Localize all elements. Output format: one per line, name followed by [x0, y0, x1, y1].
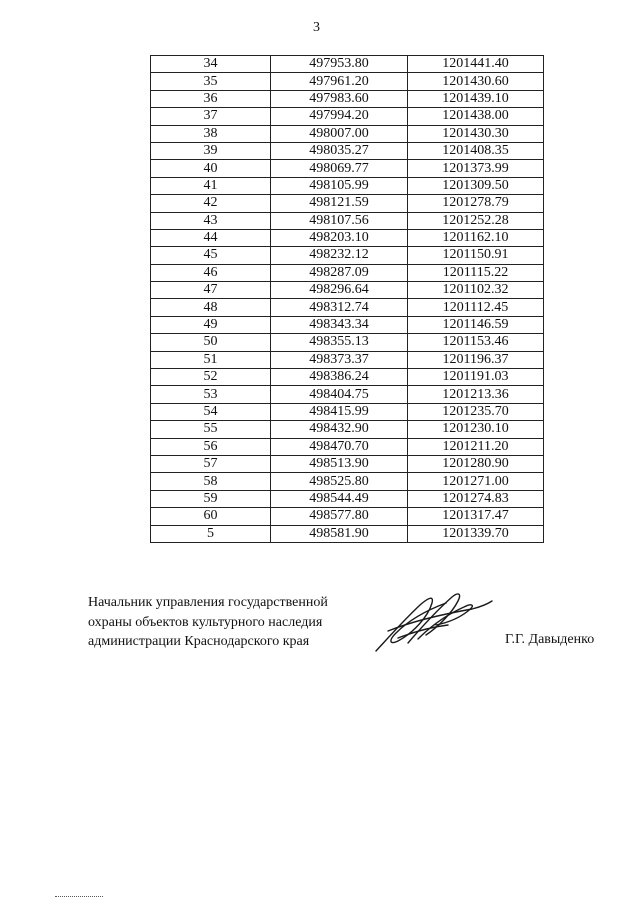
y-coordinate-cell: 1201373.99	[408, 160, 544, 177]
point-number-cell: 49	[151, 316, 271, 333]
table-row	[151, 125, 544, 142]
table-row	[151, 299, 544, 316]
x-coordinate-cell: 497983.60	[271, 90, 408, 107]
y-coordinate-cell: 1201430.30	[408, 125, 544, 142]
point-number-cell: 60	[151, 508, 271, 525]
point-number-cell: 57	[151, 455, 271, 472]
footer-dotted-line	[55, 896, 103, 898]
table-row	[151, 455, 544, 472]
y-coordinate-cell: 1201309.50	[408, 177, 544, 194]
x-coordinate-cell: 498470.70	[271, 438, 408, 455]
x-coordinate-cell: 498404.75	[271, 386, 408, 403]
point-number-cell: 53	[151, 386, 271, 403]
x-coordinate-cell: 497994.20	[271, 108, 408, 125]
point-number-cell: 46	[151, 264, 271, 281]
x-coordinate-cell: 498287.09	[271, 264, 408, 281]
point-number-cell: 39	[151, 142, 271, 159]
y-coordinate-cell: 1201317.47	[408, 508, 544, 525]
y-coordinate-cell: 1201230.10	[408, 421, 544, 438]
point-number-cell: 59	[151, 490, 271, 507]
x-coordinate-cell: 498035.27	[271, 142, 408, 159]
table-row	[151, 403, 544, 420]
x-coordinate-cell: 498296.64	[271, 282, 408, 299]
x-coordinate-cell: 498544.49	[271, 490, 408, 507]
x-coordinate-cell: 497953.80	[271, 56, 408, 73]
table-row	[151, 386, 544, 403]
x-coordinate-cell: 498203.10	[271, 229, 408, 246]
table-row	[151, 90, 544, 107]
point-number-cell: 56	[151, 438, 271, 455]
table-row	[151, 73, 544, 90]
x-coordinate-cell: 498432.90	[271, 421, 408, 438]
table-row	[151, 229, 544, 246]
y-coordinate-cell: 1201408.35	[408, 142, 544, 159]
table-row	[151, 282, 544, 299]
table-row	[151, 438, 544, 455]
y-coordinate-cell: 1201235.70	[408, 403, 544, 420]
table-row	[151, 508, 544, 525]
point-number-cell: 42	[151, 195, 271, 212]
signer-position-line-1: Начальник управления государственной	[88, 595, 328, 610]
y-coordinate-cell: 1201146.59	[408, 316, 544, 333]
point-number-cell: 48	[151, 299, 271, 316]
y-coordinate-cell: 1201441.40	[408, 56, 544, 73]
y-coordinate-cell: 1201211.20	[408, 438, 544, 455]
y-coordinate-cell: 1201278.79	[408, 195, 544, 212]
x-coordinate-cell: 498312.74	[271, 299, 408, 316]
page-number: 3	[313, 20, 320, 35]
y-coordinate-cell: 1201115.22	[408, 264, 544, 281]
signer-name: Г.Г. Давыденко	[505, 632, 595, 647]
y-coordinate-cell: 1201439.10	[408, 90, 544, 107]
table-row	[151, 525, 544, 542]
point-number-cell: 43	[151, 212, 271, 229]
x-coordinate-cell: 498232.12	[271, 247, 408, 264]
point-number-cell: 51	[151, 351, 271, 368]
point-number-cell: 58	[151, 473, 271, 490]
y-coordinate-cell: 1201339.70	[408, 525, 544, 542]
point-number-cell: 35	[151, 73, 271, 90]
y-coordinate-cell: 1201162.10	[408, 229, 544, 246]
y-coordinate-cell: 1201191.03	[408, 369, 544, 386]
coordinates-table-body	[151, 56, 544, 543]
signer-position	[88, 593, 378, 652]
y-coordinate-cell: 1201280.90	[408, 455, 544, 472]
table-row	[151, 212, 544, 229]
table-row	[151, 247, 544, 264]
x-coordinate-cell: 498373.37	[271, 351, 408, 368]
x-coordinate-cell: 498355.13	[271, 334, 408, 351]
x-coordinate-cell: 498386.24	[271, 369, 408, 386]
signer-position-line-2: охраны объектов культурного наследия	[88, 614, 323, 630]
table-row	[151, 490, 544, 507]
y-coordinate-cell: 1201196.37	[408, 351, 544, 368]
y-coordinate-cell: 1201438.00	[408, 108, 544, 125]
x-coordinate-cell: 498343.34	[271, 316, 408, 333]
x-coordinate-cell: 498525.80	[271, 473, 408, 490]
point-number-cell: 50	[151, 334, 271, 351]
table-row	[151, 56, 544, 73]
y-coordinate-cell: 1201252.28	[408, 212, 544, 229]
table-row	[151, 264, 544, 281]
table-row	[151, 473, 544, 490]
point-number-cell: 45	[151, 247, 271, 264]
x-coordinate-cell: 498581.90	[271, 525, 408, 542]
table-row	[151, 108, 544, 125]
x-coordinate-cell: 497961.20	[271, 73, 408, 90]
coordinates-table	[150, 55, 544, 543]
table-row	[151, 195, 544, 212]
handwritten-signature	[368, 583, 498, 658]
table-row	[151, 177, 544, 194]
x-coordinate-cell: 498121.59	[271, 195, 408, 212]
point-number-cell: 34	[151, 56, 271, 73]
point-number-cell: 40	[151, 160, 271, 177]
y-coordinate-cell: 1201112.45	[408, 299, 544, 316]
x-coordinate-cell: 498513.90	[271, 455, 408, 472]
table-row	[151, 316, 544, 333]
point-number-cell: 37	[151, 108, 271, 125]
x-coordinate-cell: 498577.80	[271, 508, 408, 525]
y-coordinate-cell: 1201274.83	[408, 490, 544, 507]
y-coordinate-cell: 1201213.36	[408, 386, 544, 403]
table-row	[151, 142, 544, 159]
point-number-cell: 55	[151, 421, 271, 438]
point-number-cell: 54	[151, 403, 271, 420]
point-number-cell: 41	[151, 177, 271, 194]
x-coordinate-cell: 498069.77	[271, 160, 408, 177]
table-row	[151, 334, 544, 351]
signer-position-line-3: администрации Краснодарского края	[88, 634, 310, 649]
x-coordinate-cell: 498107.56	[271, 212, 408, 229]
table-row	[151, 160, 544, 177]
x-coordinate-cell: 498007.00	[271, 125, 408, 142]
y-coordinate-cell: 1201153.46	[408, 334, 544, 351]
y-coordinate-cell: 1201430.60	[408, 73, 544, 90]
table-row	[151, 421, 544, 438]
point-number-cell: 36	[151, 90, 271, 107]
point-number-cell: 5	[151, 525, 271, 542]
point-number-cell: 52	[151, 369, 271, 386]
y-coordinate-cell: 1201150.91	[408, 247, 544, 264]
point-number-cell: 44	[151, 229, 271, 246]
x-coordinate-cell: 498105.99	[271, 177, 408, 194]
y-coordinate-cell: 1201102.32	[408, 282, 544, 299]
table-row	[151, 351, 544, 368]
table-row	[151, 369, 544, 386]
point-number-cell: 47	[151, 282, 271, 299]
y-coordinate-cell: 1201271.00	[408, 473, 544, 490]
x-coordinate-cell: 498415.99	[271, 403, 408, 420]
point-number-cell: 38	[151, 125, 271, 142]
